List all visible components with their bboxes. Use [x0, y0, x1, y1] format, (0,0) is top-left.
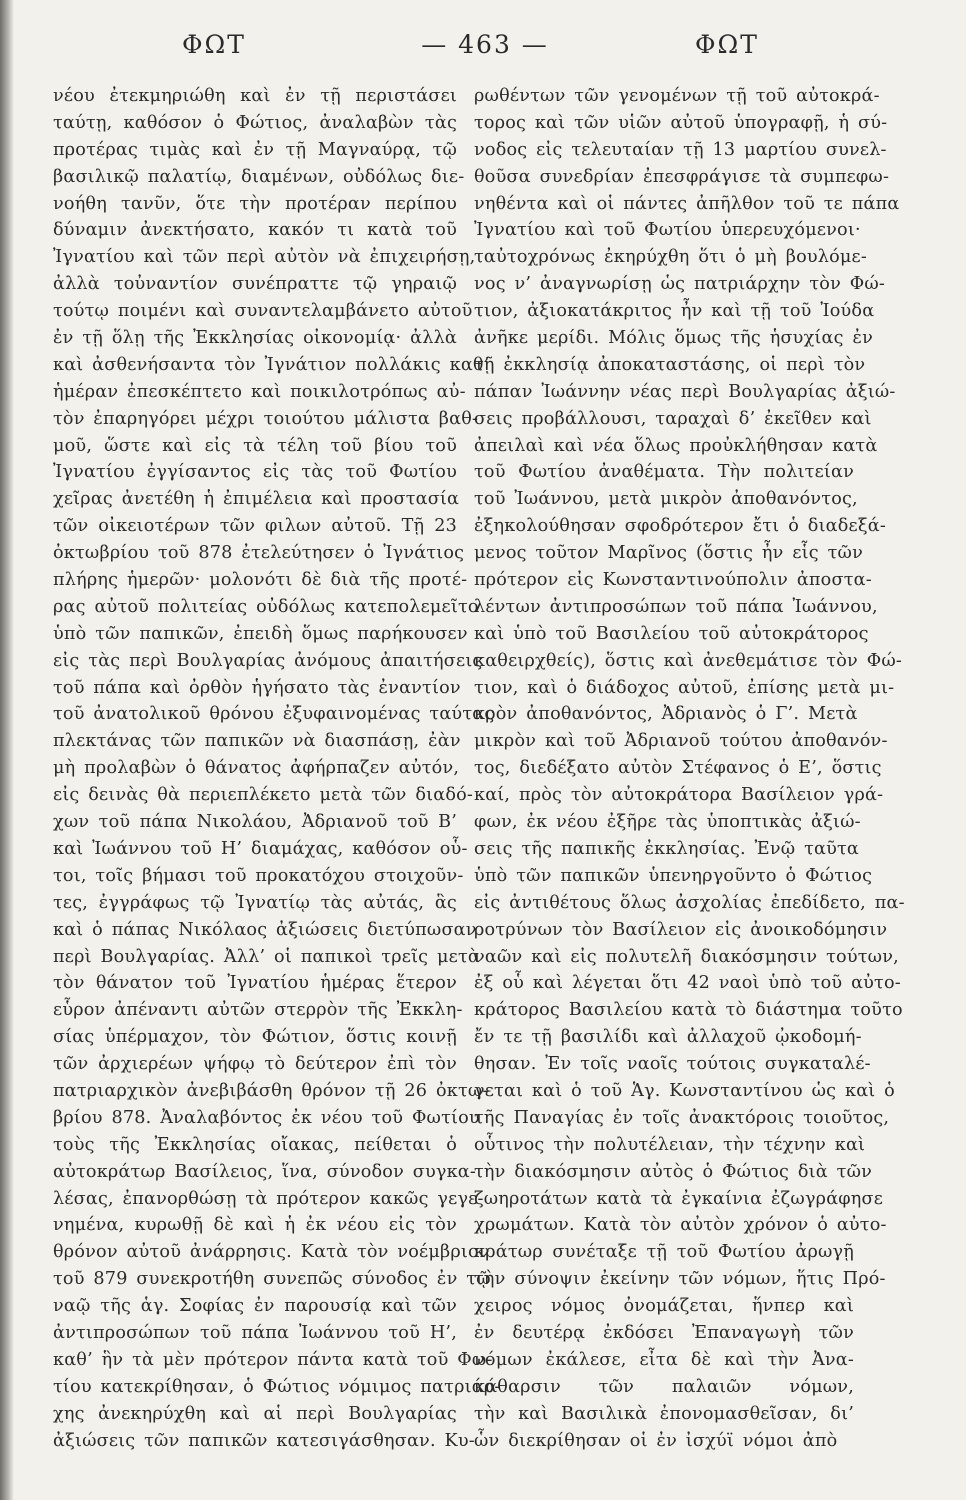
page-number: — 463 —	[421, 30, 549, 59]
text-line: τες, ἐγγράφως τῷ Ἰγνατίῳ τὰς αὐτάς, ἃς	[53, 892, 457, 913]
text-line: εἰς τὰς περὶ Βουλγαρίας ἀνόμους ἀπαιτήσεις	[53, 650, 483, 671]
text-line: κράτωρ συνέταξε τῇ τοῦ Φωτίου ἀρωγῇ	[474, 1242, 854, 1263]
text-line: τὴν σύνοψιν ἐκείνην τῶν νόμων, ἥτις Πρό-	[474, 1269, 886, 1290]
text-line: ἐξ οὗ καὶ λέγεται ὅτι 42 ναοὶ ὑπὸ τοῦ αὐτο-	[474, 973, 901, 994]
text-line: καὶ ὁ πάπας Νικόλαος ἀξιώσεις διετύπωσαν	[53, 919, 477, 940]
text-line: καὶ Ἰωάννου τοῦ Η’ διαμάχας, καθόσον οὗ-	[53, 838, 468, 859]
text-line: τοῦ 879 συνεκροτήθη συνεπῶς σύνοδος ἐν τῷ	[53, 1269, 491, 1290]
text-line: ὧν διεκρίθησαν οἱ ἐν ἰσχύϊ νόμοι ἀπὸ	[474, 1430, 838, 1451]
text-line: θοῦσα συνεδρίαν ἐπεσφράγισε τὰ συμπεφω-	[474, 166, 890, 187]
text-line: φων, ἐκ νέου ἐξῆρε τὰς ὑποπτικὰς ἀξιώ-	[474, 812, 861, 833]
text-line: πάπαν Ἰωάννην νέας περὶ Βουλγαρίας ἀξιώ-	[474, 381, 896, 402]
text-line: εἰς ἀντιθέτους ὅλως ἀσχολίας ἐπεδίδετο, πα-	[474, 892, 905, 913]
text-line: σεις προβάλλουσι, ταραχαὶ δ’ ἐκεῖθεν καὶ	[474, 408, 872, 429]
text-line: ναῶν καὶ εἰς πολυτελῆ διακόσμησιν τούτων,	[474, 946, 899, 967]
text-line: τίου κατεκρίθησαν, ὁ Φώτιος νόμιμος πατριάρ-	[53, 1376, 501, 1397]
text-line: γεται καὶ ὁ τοῦ Ἁγ. Κωνσταντίνου ὡς καὶ ὁ	[474, 1080, 895, 1101]
text-line: βρίου 878. Ἀναλαβόντος ἐκ νέου τοῦ Φωτίου	[53, 1107, 480, 1128]
text-line: σίας ὑπέρμαχον, τὸν Φώτιον, ὅστις κοινῇ	[53, 1027, 457, 1048]
text-line: δύναμιν ἀνεκτήσατο, κακόν τι κατὰ τοῦ	[53, 220, 457, 241]
text-line: τορος καὶ τῶν υἱῶν αὐτοῦ ὑπογραφῇ, ἡ σύ-	[474, 112, 888, 133]
running-head-left: ΦΩΤ	[182, 30, 246, 59]
text-line: ὑπὸ τῶν παπικῶν, ἐπειδὴ ὅμως παρήκουσεν	[53, 623, 468, 644]
text-line: χεῖρας ἀνετέθη ἡ ἐπιμέλεια καὶ προστασία	[53, 489, 460, 510]
text-line: περὶ Βουλγαρίας. Ἀλλ’ οἱ παπικοὶ τρεῖς μετὰ	[53, 946, 480, 967]
text-line: αὐτοκράτωρ Βασίλειος, ἵνα, σύνοδον συγκα-	[53, 1161, 477, 1182]
text-line: καθειρχθείς), ὅστις καὶ ἀνεθεμάτισε τὸν Φώ-	[474, 650, 903, 671]
text-line: τοῦ ἀνατολικοῦ θρόνου ἐξυφαινομένας ταύτας	[53, 704, 495, 725]
text-line: μοῦ, ὥστε καὶ εἰς τὰ τέλη τοῦ βίου τοῦ	[53, 435, 457, 456]
text-line: τοι, τοῖς βήμασι τοῦ προκατόχου στοιχοῦν-	[53, 865, 464, 886]
text-line: τος, διεδέξατο αὐτὸν Στέφανος ὁ Ε’, ὅστις	[474, 758, 882, 779]
text-line: τοῦ Φωτίου ἀναθέματα. Τὴν πολιτείαν	[474, 462, 854, 483]
text-line: κάθαρσιν τῶν παλαιῶν νόμων,	[474, 1376, 854, 1397]
text-line: τῶν οἰκειοτέρων τῶν φιλων αὐτοῦ. Τῇ 23	[53, 516, 457, 537]
text-line: τὴν καὶ Βασιλικὰ ἐπονομασθεῖσαν, δι’	[474, 1403, 854, 1424]
text-line: νημένα, κυρωθῇ δὲ καὶ ἡ ἐκ νέου εἰς τὸν	[53, 1215, 457, 1236]
text-line: ζωηροτάτων κατὰ τὰ ἐγκαίνια ἐζωγράφησε	[474, 1188, 884, 1209]
text-line: τοῦ πάπα καὶ ὀρθὸν ἡγήσατο τὰς ἐναντίον	[53, 677, 461, 698]
text-line: ἀξιώσεις τῶν παπικῶν κατεσιγάσθησαν. Κυ-	[53, 1430, 475, 1451]
text-line: πλεκτάνας τῶν παπικῶν νὰ διασπάσῃ, ἐὰν	[53, 731, 461, 752]
page-header	[50, 30, 920, 70]
text-line: Ἰγνατίου καὶ τοῦ Φωτίου ὑπερευχόμενοι·	[474, 220, 861, 241]
text-line: ροτρύνων τὸν Βασίλειον εἰς ἀνοικοδόμησιν	[474, 919, 888, 940]
text-line: ρωθέντων τῶν γενομένων τῇ τοῦ αὐτοκρά-	[474, 86, 880, 106]
text-line: ὑπὸ τῶν παπικῶν ὑπενηργοῦντο ὁ Φώτιος	[474, 865, 873, 886]
text-line: Ἰγνατίου καὶ τῶν περὶ αὐτὸν νὰ ἐπιχειρήσῃ,	[53, 247, 476, 268]
text-line: λέντων ἀντιπροσώπων τοῦ πάπα Ἰωάννου,	[474, 596, 878, 617]
text-line: ἀνῆκε μερίδι. Μόλις ὅμως τῆς ἡσυχίας ἐν	[474, 328, 873, 349]
text-line: τὴν διακόσμησιν αὐτὸς ὁ Φώτιος διὰ τῶν	[474, 1161, 873, 1182]
text-line: εὗρον ἀπέναντι αὐτῶν στερρὸν τῆς Ἐκκλη-	[53, 1000, 463, 1021]
text-line: τιον, καὶ ὁ διάδοχος αὐτοῦ, ἐπίσης μετὰ μι-	[474, 677, 895, 698]
text-line: οὗτινος τὴν πολυτέλειαν, τὴν τέχνην καὶ	[474, 1134, 866, 1155]
text-line: τῆς Παναγίας ἐν τοῖς ἀνακτόροις τοιοῦτος,	[474, 1107, 890, 1128]
scan-edge	[0, 0, 14, 1500]
text-line: νος ν’ ἀναγνωρίσῃ ὡς πατριάρχην τὸν Φώ-	[474, 274, 886, 295]
text-line: ὀκτωβρίου τοῦ 878 ἐτελεύτησεν ὁ Ἰγνάτιος	[53, 543, 465, 564]
text-line: ἀντιπροσώπων τοῦ πάπα Ἰωάννου τοῦ Η’,	[53, 1322, 457, 1343]
text-line: τοὺς τῆς Ἐκκλησίας οἴακας, πείθεται ὁ	[53, 1134, 457, 1155]
text-line: ταύτῃ, καθόσον ὁ Φώτιος, ἀναλαβὼν τὰς	[53, 112, 457, 133]
text-line: τιον, ἀξιοκατάκριτος ἦν καὶ τῇ τοῦ Ἰούδα	[474, 301, 875, 322]
text-line: νοήθη τανῦν, ὅτε τὴν προτέραν περίπου	[53, 193, 457, 214]
text-line: ταὐτοχρόνως ἐκηρύχθη ὅτι ὁ μὴ βουλόμε-	[474, 247, 867, 268]
text-line: θρόνον αὐτοῦ ἀνάρρησις. Κατὰ τὸν νοέμβριον	[53, 1242, 490, 1263]
text-line: εἰς δεινὰς θὰ περιεπλέκετο μετὰ τῶν διαδό-	[53, 785, 474, 806]
text-line: χης ἀνεκηρύχθη καὶ αἱ περὶ Βουλγαρίας	[53, 1403, 457, 1424]
text-line: χρωμάτων. Κατὰ τὸν αὐτὸν χρόνον ὁ αὐτο-	[474, 1215, 887, 1236]
text-line: ἡμέραν ἐπεσκέπτετο καὶ ποικιλοτρόπως αὐ-	[53, 381, 466, 402]
text-line: θησαν. Ἐν τοῖς ναοῖς τούτοις συγκαταλέ-	[474, 1054, 871, 1075]
text-line: καὶ ἀσθενήσαντα τὸν Ἰγνάτιον πολλάκις καθ’	[53, 354, 490, 375]
text-line: νέου ἐτεκμηριώθη καὶ ἐν τῇ περιστάσει	[53, 86, 457, 106]
text-line: μενος τοῦτον Μαρῖνος (ὅστις ἦν εἷς τῶν	[474, 543, 863, 564]
text-line: τοῦ Ἰωάννου, μετὰ μικρὸν ἀποθανόντος,	[474, 489, 858, 510]
text-line: κράτορος Βασιλείου κατὰ τὸ διάστημα τοῦτο	[474, 1000, 903, 1021]
text-line: καθ’ ἣν τὰ μὲν πρότερον πάντα κατὰ τοῦ Φω-	[53, 1349, 493, 1370]
text-line: τούτῳ ποιμένι καὶ συναντελαμβάνετο αὐτοῦ	[53, 301, 473, 322]
text-line: πρότερον εἰς Κωνσταντινούπολιν ἀποστα-	[474, 570, 872, 591]
text-line: ἀπειλαὶ καὶ νέα ὅλως προὐκλήθησαν κατὰ	[474, 435, 878, 456]
text-line: Ἰγνατίου ἐγγίσαντος εἰς τὰς τοῦ Φωτίου	[53, 462, 457, 483]
text-line: χων τοῦ πάπα Νικολάου, Ἀδριανοῦ τοῦ Β’	[53, 812, 457, 833]
text-line: βασιλικῷ παλατίῳ, διαμένων, οὐδόλως διε-	[53, 166, 465, 187]
left-column	[53, 83, 501, 1454]
text-line: λέσας, ἐπανορθώσῃ τὰ πρότερον κακῶς γεγε-	[53, 1188, 484, 1209]
text-line: καί, πρὸς τὸν αὐτοκράτορα Βασίλειον γρά-	[474, 785, 884, 806]
text-line: τὸν θάνατον τοῦ Ἰγνατίου ἡμέρας ἕτερον	[53, 973, 457, 994]
text-line: νόμων ἐκάλεσε, εἶτα δὲ καὶ τὴν Ἀνα-	[474, 1349, 854, 1370]
text-line: καὶ ὑπὸ τοῦ Βασιλείου τοῦ αὐτοκράτορος	[474, 623, 869, 644]
text-line: τῶν ἀρχιερέων ψήφῳ τὸ δεύτερον ἐπὶ τὸν	[53, 1054, 457, 1075]
text-line: σεις τῆς παπικῆς ἐκκλησίας. Ἐνῷ ταῦτα	[474, 838, 859, 859]
right-column	[474, 83, 905, 1454]
text-line: νοδος εἰς τελευταίαν τῇ 13 μαρτίου συνελ-	[474, 139, 887, 160]
text-line: ἐν δευτέρᾳ ἐκδόσει Ἐπαναγωγὴ τῶν	[474, 1322, 854, 1343]
running-head-right: ΦΩΤ	[695, 30, 759, 59]
text-line: πλήρης ἡμερῶν· μολονότι δὲ διὰ τῆς προτέ-	[53, 570, 468, 591]
text-line: ἔν τε τῇ βασιλίδι καὶ ἀλλαχοῦ ᾠκοδομή-	[474, 1027, 862, 1048]
text-line: ναῷ τῆς ἁγ. Σοφίας ἐν παρουσίᾳ καὶ τῶν	[53, 1296, 457, 1317]
text-line: τὸν ἐπαρηγόρει μέχρι τοιούτου μάλιστα βαθ-	[53, 408, 479, 429]
text-line: προτέρας τιμὰς καὶ ἐν τῇ Μαγναύρᾳ, τῷ	[53, 139, 457, 160]
text-line: ἀλλὰ τοὐναντίον συνέπραττε τῷ γηραιῷ	[53, 274, 457, 295]
text-line: ἐν τῇ ὅλῃ τῆς Ἐκκλησίας οἰκονομίᾳ· ἀλλὰ	[53, 328, 457, 349]
text-line: τῇ ἐκκλησίᾳ ἀποκαταστάσης, οἱ περὶ τὸν	[474, 354, 866, 375]
text-line: μικρὸν καὶ τοῦ Ἀδριανοῦ τούτου ἀποθανόν-	[474, 731, 888, 752]
text-line: χειρος νόμος ὀνομάζεται, ἥνπερ καὶ	[474, 1296, 854, 1317]
text-line: μὴ προλαβὼν ὁ θάνατος ἀφήρπαζεν αὐτόν,	[53, 758, 460, 779]
text-line: κρὸν ἀποθανόντος, Ἀδριανὸς ὁ Γ’. Μετὰ	[474, 704, 858, 725]
text-line: ἐξηκολούθησαν σφοδρότερον ἔτι ὁ διαδεξά-	[474, 516, 886, 537]
text-line: ρας αὐτοῦ πολιτείας οὐδόλως κατεπολεμεῖτο	[53, 596, 479, 617]
text-line: πατριαρχικὸν ἀνεβιβάσθη θρόνον τῇ 26 ὀκτω-	[53, 1080, 489, 1101]
text-line: νηθέντα καὶ οἱ πάντες ἀπῆλθον τοῦ τε πάπα	[474, 193, 900, 214]
